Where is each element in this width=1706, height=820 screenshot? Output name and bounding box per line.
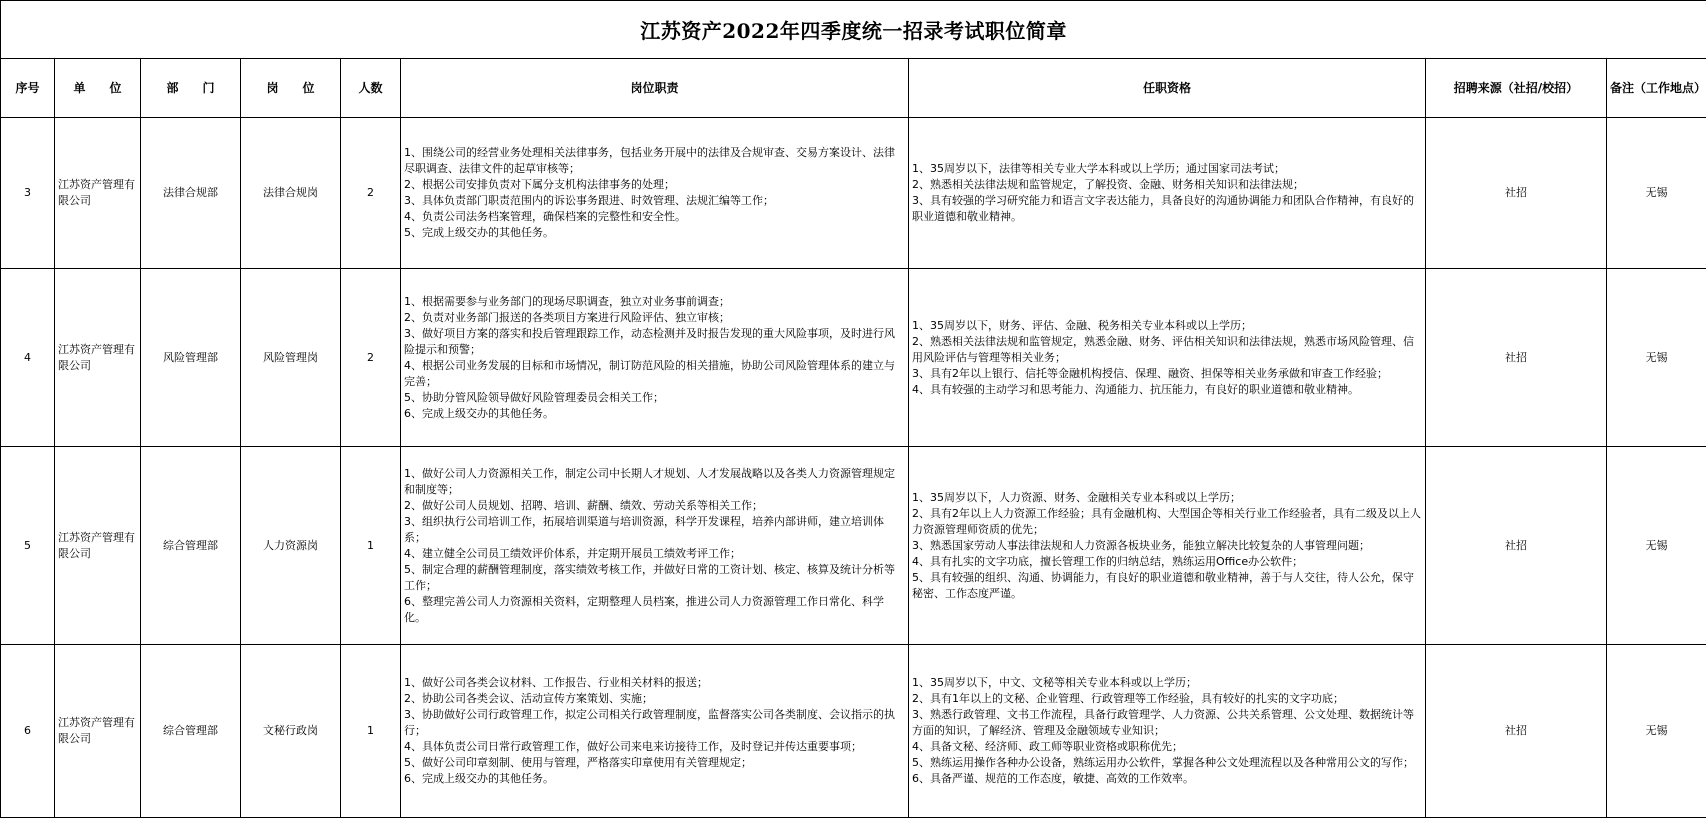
- qualification-line: 3、熟悉行政管理、文书工作流程，具备行政管理学、人力资源、公共关系管理、公文处理、数据统计等方面的知识，了解经济、管理及金融领域专业知识；: [912, 708, 1414, 737]
- cell-unit[interactable]: 江苏资产管理有限公司: [55, 118, 141, 269]
- duty-line: 2、协助公司各类会议、活动宣传方案策划、实施；: [404, 692, 653, 705]
- table-row: [1, 447, 1706, 645]
- cell-count[interactable]: 1: [341, 645, 401, 818]
- cell-source[interactable]: 社招: [1426, 447, 1607, 645]
- qualification-line: 2、熟悉相关法律法规和监管规定，熟悉金融、财务、评估相关知识和法律法规，熟悉市场风险管理、信用风险评估与管理等相关业务；: [912, 334, 1414, 364]
- header-unit[interactable]: 单 位: [55, 59, 141, 118]
- table-row: [1, 269, 1706, 447]
- qualification-line: 5、熟练运用操作各种办公设备，熟练运用办公软件，掌握各种公文处理流程以及各种常用公文的写作；: [912, 756, 1414, 769]
- duty-line: 3、协助做好公司行政管理工作，拟定公司相关行政管理制度，监督落实公司各类制度、会议指示的执行；: [404, 708, 895, 737]
- qualification-line: 2、熟悉相关法律法规和监管规定，了解投资、金融、财务相关知识和法律法规；: [912, 178, 1304, 191]
- qualification-line: 1、35周岁以下，法律等相关专业大学本科或以上学历；通过国家司法考试；: [912, 162, 1285, 175]
- duty-line: 5、协助分管风险领导做好风险管理委员会相关工作；: [404, 390, 664, 404]
- cell-department[interactable]: 综合管理部: [141, 447, 241, 645]
- header-source[interactable]: 招聘来源（社招/校招）: [1426, 59, 1607, 118]
- cell-count[interactable]: 2: [341, 269, 401, 447]
- qualification-line: 6、具备严谨、规范的工作态度，敏捷、高效的工作效率。: [912, 772, 1194, 785]
- qualification-line: 3、具有2年以上银行、信托等金融机构授信、保理、融资、担保等相关业务承做和审查工作经验；: [912, 366, 1388, 380]
- duty-line: 5、制定合理的薪酬管理制度，落实绩效考核工作，并做好日常的工资计划、核定、核算及统计分析等工作；: [404, 562, 895, 592]
- duty-line: 1、根据需要参与业务部门的现场尽职调查，独立对业务事前调查；: [404, 294, 730, 308]
- cell-remarks[interactable]: 无锡: [1607, 447, 1706, 645]
- duty-line: 6、完成上级交办的其他任务。: [404, 772, 554, 785]
- cell-remarks[interactable]: 无锡: [1607, 118, 1706, 269]
- qualification-line: 1、35周岁以下，人力资源、财务、金融相关专业本科或以上学历；: [912, 490, 1241, 504]
- duty-line: 3、做好项目方案的落实和投后管理跟踪工作，动态检测并及时报告发现的重大风险事项，及时进行风险提示和预警；: [404, 326, 895, 356]
- duty-line: 4、根据公司业务发展的目标和市场情况，制订防范风险的相关措施，协助公司风险管理体系的建立与完善；: [404, 358, 895, 388]
- cell-unit[interactable]: 江苏资产管理有限公司: [55, 645, 141, 818]
- duty-line: 4、负责公司法务档案管理，确保档案的完整性和安全性。: [404, 210, 686, 223]
- qualification-line: 2、具有1年以上的文秘、企业管理、行政管理等工作经验，具有较好的扎实的文字功底；: [912, 692, 1344, 705]
- cell-qualifications[interactable]: [909, 269, 1426, 447]
- header-remarks[interactable]: 备注（工作地点）: [1607, 59, 1706, 118]
- cell-unit[interactable]: 江苏资产管理有限公司: [55, 269, 141, 447]
- duty-line: 2、做好公司人员规划、招聘、培训、薪酬、绩效、劳动关系等相关工作；: [404, 498, 763, 512]
- cell-unit[interactable]: 江苏资产管理有限公司: [55, 447, 141, 645]
- duty-line: 5、做好公司印章刻制、使用与管理，严格落实印章使用有关管理规定；: [404, 756, 752, 769]
- cell-duties[interactable]: [401, 118, 909, 269]
- cell-department[interactable]: 法律合规部: [141, 118, 241, 269]
- header-index[interactable]: 序号: [1, 59, 55, 118]
- qualification-line: 1、35周岁以下，中文、文秘等相关专业本科或以上学历；: [912, 676, 1197, 689]
- cell-department[interactable]: 风险管理部: [141, 269, 241, 447]
- cell-position[interactable]: 人力资源岗: [241, 447, 341, 645]
- qualification-line: 5、具有较强的组织、沟通、协调能力，有良好的职业道德和敬业精神，善于与人交往，待人公允，保守秘密、工作态度严谨。: [912, 570, 1414, 600]
- header-row: [1, 59, 1706, 118]
- cell-index[interactable]: 6: [1, 645, 55, 818]
- cell-qualifications[interactable]: [909, 118, 1426, 269]
- cell-duties[interactable]: [401, 269, 909, 447]
- cell-source[interactable]: 社招: [1426, 118, 1607, 269]
- cell-remarks[interactable]: 无锡: [1607, 645, 1706, 818]
- qualification-line: 1、35周岁以下，财务、评估、金融、税务相关专业本科或以上学历；: [912, 318, 1252, 332]
- cell-count[interactable]: 1: [341, 447, 401, 645]
- cell-source[interactable]: 社招: [1426, 645, 1607, 818]
- duty-line: 1、做好公司各类会议材料、工作报告、行业相关材料的报送；: [404, 676, 708, 689]
- duty-line: 5、完成上级交办的其他任务。: [404, 226, 554, 239]
- qualification-line: 2、具有2年以上人力资源工作经验；具有金融机构、大型国企等相关行业工作经验者，具有二级及以上人力资源管理师资质的优先；: [912, 506, 1421, 536]
- qualification-line: 4、具有扎实的文字功底，擅长管理工作的归纳总结，熟练运用Office办公软件；: [912, 554, 1304, 568]
- duty-line: 4、具体负责公司日常行政管理工作，做好公司来电来访接待工作，及时登记并传达重要事项；: [404, 740, 862, 753]
- duty-line: 4、建立健全公司员工绩效评价体系，并定期开展员工绩效考评工作；: [404, 546, 741, 560]
- cell-qualifications[interactable]: [909, 447, 1426, 645]
- cell-duties[interactable]: [401, 645, 909, 818]
- cell-department[interactable]: 综合管理部: [141, 645, 241, 818]
- header-count[interactable]: 人数: [341, 59, 401, 118]
- cell-duties[interactable]: [401, 447, 909, 645]
- header-duties[interactable]: 岗位职责: [401, 59, 909, 118]
- cell-source[interactable]: 社招: [1426, 269, 1607, 447]
- header-qualifications[interactable]: 任职资格: [909, 59, 1426, 118]
- table-row: [1, 118, 1706, 269]
- duty-line: 3、具体负责部门职责范围内的诉讼事务跟进、时效管理、法规汇编等工作；: [404, 194, 774, 207]
- qualification-line: 3、熟悉国家劳动人事法律法规和人力资源各板块业务，能独立解决比较复杂的人事管理问题；: [912, 538, 1370, 552]
- duty-line: 1、围绕公司的经营业务处理相关法律事务，包括业务开展中的法律及合规审查、交易方案设计、法律尽职调查、法律文件的起草审核等；: [404, 146, 895, 175]
- duty-line: 1、做好公司人力资源相关工作，制定公司中长期人才规划、人才发展战略以及各类人力资源管理规定和制度等；: [404, 466, 895, 496]
- sheet-title[interactable]: 江苏资产2022年四季度统一招录考试职位简章: [1, 1, 1706, 59]
- duty-line: 3、组织执行公司培训工作，拓展培训渠道与培训资源，科学开发课程，培养内部讲师，建立培训体系；: [404, 514, 884, 544]
- duty-line: 6、整理完善公司人力资源相关资料，定期整理人员档案，推进公司人力资源管理工作日常化、科学化。: [404, 594, 884, 624]
- cell-index[interactable]: 5: [1, 447, 55, 645]
- cell-position[interactable]: 风险管理岗: [241, 269, 341, 447]
- qualification-line: 4、具备文秘、经济师、政工师等职业资格或职称优先；: [912, 740, 1183, 753]
- cell-index[interactable]: 4: [1, 269, 55, 447]
- header-department[interactable]: 部 门: [141, 59, 241, 118]
- cell-count[interactable]: 2: [341, 118, 401, 269]
- duty-line: 6、完成上级交办的其他任务。: [404, 406, 554, 420]
- qualification-line: 3、具有较强的学习研究能力和语言文字表达能力，具备良好的沟通协调能力和团队合作精神，有良好的职业道德和敬业精神。: [912, 194, 1414, 223]
- header-position[interactable]: 岗 位: [241, 59, 341, 118]
- cell-qualifications[interactable]: [909, 645, 1426, 818]
- duty-line: 2、根据公司安排负责对下属分支机构法律事务的处理；: [404, 178, 675, 191]
- cell-remarks[interactable]: 无锡: [1607, 269, 1706, 447]
- cell-position[interactable]: 文秘行政岗: [241, 645, 341, 818]
- cell-index[interactable]: 3: [1, 118, 55, 269]
- cell-position[interactable]: 法律合规岗: [241, 118, 341, 269]
- qualification-line: 4、具有较强的主动学习和思考能力、沟通能力、抗压能力，有良好的职业道德和敬业精神。: [912, 382, 1359, 396]
- duty-line: 2、负责对业务部门报送的各类项目方案进行风险评估、独立审核；: [404, 310, 730, 324]
- table-row: [1, 645, 1706, 818]
